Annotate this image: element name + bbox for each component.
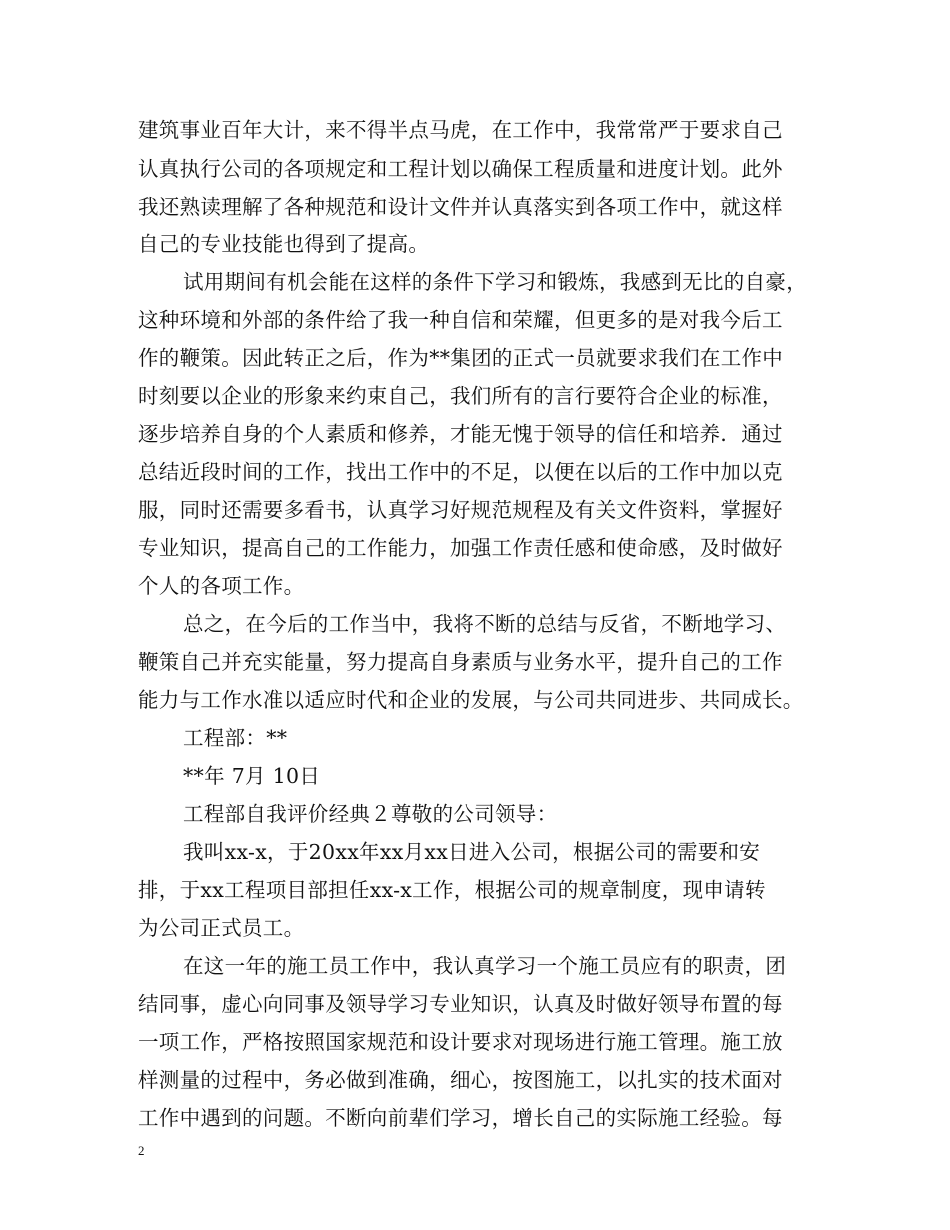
text-line: 时刻要以企业的形象来约束自己，我们所有的言行要符合企业的标准， [138, 384, 783, 408]
text-line: 样测量的过程中，务必做到准确，细心，按图施工，以扎实的技术面对 [138, 1068, 783, 1092]
text-line: 能力与工作水准以适应时代和企业的发展，与公司共同进步、共同成长。 [138, 688, 804, 712]
signature-date: **年 7月 10日 [183, 764, 321, 788]
text-line: 逐步培养自身的个人素质和修养，才能无愧于领导的信任和培养．通过 [138, 422, 783, 446]
section-heading: 工程部自我评价经典２尊敬的公司领导： [183, 802, 558, 826]
text-line: 认真执行公司的各项规定和工程计划以确保工程质量和进度计划。此外 [138, 157, 783, 181]
text-line: 总结近段时间的工作，找出工作中的不足，以便在以后的工作中加以克 [138, 460, 783, 484]
text-line: 一项工作，严格按照国家规范和设计要求对现场进行施工管理。施工放 [138, 1030, 783, 1054]
text-line: 专业知识，提高自己的工作能力，加强工作责任感和使命感，及时做好 [138, 536, 783, 560]
text-line: 试用期间有机会能在这样的条件下学习和锻炼，我感到无比的自豪， [183, 270, 807, 294]
signature-department: 工程部：** [183, 726, 288, 750]
text-line: 结同事，虚心向同事及领导学习专业知识，认真及时做好领导布置的每 [138, 992, 783, 1016]
text-line: 我叫xx-x，于20xx年xx月xx日进入公司，根据公司的需要和安 [183, 840, 761, 864]
text-line: 工作中遇到的问题。不断向前辈们学习，增长自己的实际施工经验。每 [138, 1106, 783, 1130]
text-line: 作的鞭策。因此转正之后，作为**集团的正式一员就要求我们在工作中 [138, 346, 784, 370]
text-line: 个人的各项工作。 [138, 574, 305, 598]
text-line: 服，同时还需要多看书，认真学习好规范规程及有关文件资料，掌握好 [138, 498, 783, 522]
text-line: 建筑事业百年大计，来不得半点马虎，在工作中，我常常严于要求自己 [138, 118, 783, 142]
text-line: 总之，在今后的工作当中，我将不断的总结与反省，不断地学习、 [183, 612, 787, 636]
text-line: 排，于xx工程项目部担任xx-x工作，根据公司的规章制度，现申请转 [138, 878, 766, 902]
text-line: 这种环境和外部的条件给了我一种自信和荣耀，但更多的是对我今后工 [138, 308, 783, 332]
text-line: 为公司正式员工。 [138, 916, 305, 940]
text-line: 在这一年的施工员工作中，我认真学习一个施工员应有的职责，团 [183, 954, 787, 978]
text-line: 鞭策自己并充实能量，努力提高自身素质与业务水平，提升自己的工作 [138, 650, 783, 674]
text-line: 我还熟读理解了各种规范和设计文件并认真落实到各项工作中，就这样 [138, 195, 783, 219]
text-line: 自己的专业技能也得到了提高。 [138, 232, 430, 256]
page-number: 2 [138, 1143, 145, 1158]
